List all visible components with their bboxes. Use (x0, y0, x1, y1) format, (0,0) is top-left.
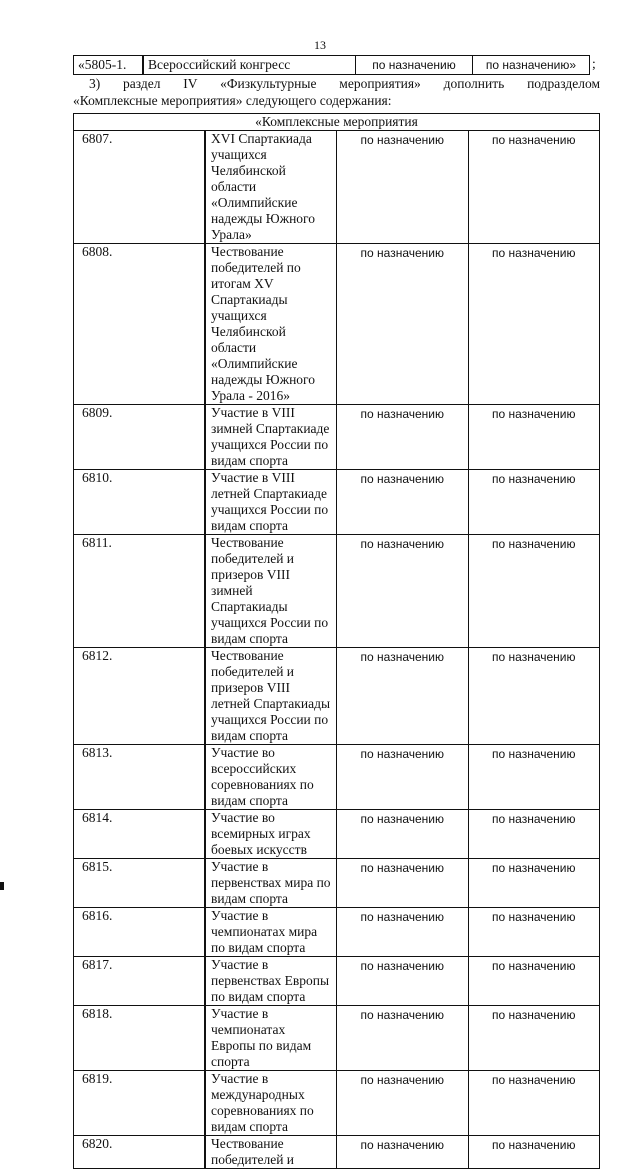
venue-value: по назначению (468, 957, 600, 1006)
venue-value: по назначению (468, 131, 600, 244)
row-number: 6813. (74, 745, 206, 810)
event-name: Участие в чемпионатах мира по видам спорта (205, 908, 337, 957)
table-row (74, 859, 600, 908)
row-number: 6809. (74, 405, 206, 470)
participants-value: по назначению (337, 535, 469, 648)
amendment-paragraph-line-2: «Комплексные мероприятия» следующего содержания: (73, 93, 392, 108)
venue-value: по назначению (468, 405, 600, 470)
complex-events-table (73, 113, 600, 1169)
amendment-paragraph-line-1: 3) раздел IV «Физкультурные мероприятия» дополнить подразделом (89, 76, 600, 91)
section-title: «Комплексные мероприятия (74, 114, 600, 131)
table-row (74, 745, 600, 810)
section-header-row (74, 114, 600, 131)
participants-value: по назначению (337, 859, 469, 908)
page-number: 13 (314, 38, 326, 52)
event-name: Участие в VIII зимней Спартакиаде учащихся России по видам спорта (205, 405, 337, 470)
event-name: Участие в первенствах мира по видам спорта (205, 859, 337, 908)
venue-value: по назначению (468, 648, 600, 745)
event-name: Чествование победителей по итогам XV Спартакиады учащихся Челябинской области «Олимпийские надежды Южного Урала - 2016» (205, 244, 337, 405)
row-number: 6811. (74, 535, 206, 648)
table-row (74, 1006, 600, 1071)
scan-margin-mark (0, 882, 4, 890)
venue-value: по назначению» (473, 56, 590, 75)
row-number: 6807. (74, 131, 206, 244)
participants-value: по назначению (337, 957, 469, 1006)
venue-value: по назначению (468, 908, 600, 957)
participants-value: по назначению (337, 1136, 469, 1169)
table-row (74, 535, 600, 648)
row-number: 6818. (74, 1006, 206, 1071)
table-row (74, 908, 600, 957)
previous-section-table (73, 55, 606, 75)
venue-value: по назначению (468, 745, 600, 810)
participants-value: по назначению (337, 1006, 469, 1071)
event-name: Участие в VIII летней Спартакиаде учащихся России по видам спорта (205, 470, 337, 535)
event-name: Участие в чемпионатах Европы по видам спорта (205, 1006, 337, 1071)
event-name: Участие во всемирных играх боевых искусств (205, 810, 337, 859)
venue-value: по назначению (468, 1071, 600, 1136)
participants-value: по назначению (337, 131, 469, 244)
venue-value: по назначению (468, 1006, 600, 1071)
venue-value: по назначению (468, 1136, 600, 1169)
venue-value: по назначению (468, 859, 600, 908)
row-number: 6812. (74, 648, 206, 745)
row-number: 6814. (74, 810, 206, 859)
participants-value: по назначению (356, 56, 473, 75)
table-row (74, 131, 600, 244)
event-name: Участие в первенствах Европы по видам спорта (205, 957, 337, 1006)
table-row (74, 957, 600, 1006)
participants-value: по назначению (337, 244, 469, 405)
row-end-punctuation: ; (592, 55, 596, 71)
venue-value: по назначению (468, 535, 600, 648)
venue-value: по назначению (468, 244, 600, 405)
participants-value: по назначению (337, 810, 469, 859)
participants-value: по назначению (337, 745, 469, 810)
table-row (74, 244, 600, 405)
participants-value: по назначению (337, 470, 469, 535)
table-row (74, 1136, 600, 1169)
participants-value: по назначению (337, 648, 469, 745)
table-row (74, 470, 600, 535)
participants-value: по назначению (337, 908, 469, 957)
event-name: Чествование победителей и призеров VIII летней Спартакиады учащихся России по видам спорта (205, 648, 337, 745)
table-row (74, 648, 600, 745)
row-number: 6816. (74, 908, 206, 957)
event-name: Участие во всероссийских соревнованиях по видам спорта (205, 745, 337, 810)
row-number: 6815. (74, 859, 206, 908)
row-number: «5805-1. (74, 56, 144, 75)
row-number: 6819. (74, 1071, 206, 1136)
event-name: Всероссийский конгресс (143, 56, 356, 75)
venue-value: по назначению (468, 810, 600, 859)
participants-value: по назначению (337, 1071, 469, 1136)
venue-value: по назначению (468, 470, 600, 535)
event-name: XVI Спартакиада учащихся Челябинской области «Олимпийские надежды Южного Урала» (205, 131, 337, 244)
row-number: 6810. (74, 470, 206, 535)
row-number: 6817. (74, 957, 206, 1006)
row-number: 6808. (74, 244, 206, 405)
table-row (74, 1071, 600, 1136)
row-number: 6820. (74, 1136, 206, 1169)
table-row (74, 810, 600, 859)
event-name: Чествование победителей и призеров VIII зимней Спартакиады учащихся России по видам спорта (205, 535, 337, 648)
event-name: Участие в международных соревнованиях по видам спорта (205, 1071, 337, 1136)
table-row (74, 56, 607, 75)
event-name: Чествование победителей и (205, 1136, 337, 1169)
participants-value: по назначению (337, 405, 469, 470)
table-row (74, 405, 600, 470)
